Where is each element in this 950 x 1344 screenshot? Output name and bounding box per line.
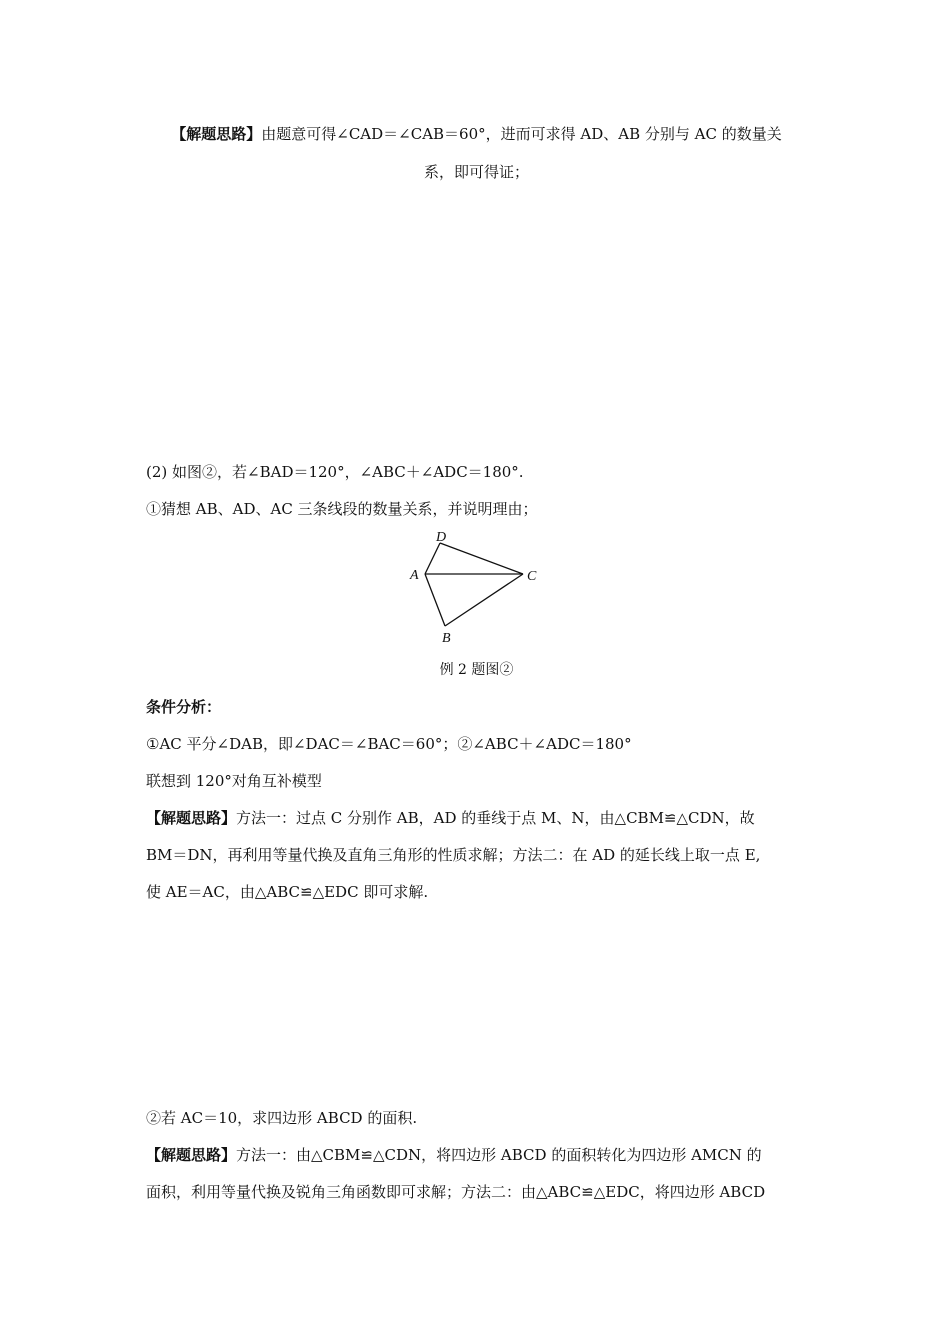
part2-question: (2) 如图②，若∠BAD＝120°，∠ABC＋∠ADC＝180°. xyxy=(146,463,524,481)
segment-bc xyxy=(445,574,523,626)
quadrilateral-figure xyxy=(400,526,550,646)
hint3-line-1: 方法一：由△CBM≌△CDN，将四边形 ABCD 的面积转化为四边形 AMCN 的 xyxy=(236,1146,762,1164)
hint-text-line-1: 由题意可得∠CAD＝∠CAB＝60°，进而可求得 AD、AB 分别与 AC 的数量关 xyxy=(261,125,782,143)
label-a: A xyxy=(410,568,419,583)
hint-label: 【解题思路】 xyxy=(171,125,262,143)
segment-dc xyxy=(440,543,523,574)
segment-ad xyxy=(425,543,440,574)
hint2-line-2: BM＝DN，再利用等量代换及直角三角形的性质求解；方法二：在 AD 的延长线上取一点 E, xyxy=(146,846,761,864)
hint-label: 【解题思路】 xyxy=(146,1146,237,1164)
hint-text-line-2: 系，即可得证； xyxy=(423,163,529,181)
label-d: D xyxy=(436,530,447,545)
hint2-line-1: 方法一：过点 C 分别作 AB，AD 的垂线于点 M、N，由△CBM≌△CDN，故 xyxy=(236,809,755,827)
subquestion-2: ②若 AC＝10，求四边形 ABCD 的面积. xyxy=(146,1109,418,1127)
hint-label: 【解题思路】 xyxy=(146,809,237,827)
figure-caption: 例 2 题图② xyxy=(439,662,514,678)
segment-ab xyxy=(425,574,445,626)
part2-subquestion-1: ①猜想 AB、AD、AC 三条线段的数量关系，并说明理由； xyxy=(146,500,538,518)
label-b: B xyxy=(442,631,451,646)
analysis-line-1: ①AC 平分∠DAB，即∠DAC＝∠BAC＝60°；②∠ABC＋∠ADC＝180° xyxy=(146,735,632,753)
analysis-title: 条件分析： xyxy=(146,698,222,716)
hint3-line-2: 面积，利用等量代换及锐角三角函数即可求解；方法二：由△ABC≌△EDC，将四边形 ABCD xyxy=(146,1183,766,1201)
label-c: C xyxy=(527,569,537,584)
hint2-line-3: 使 AE＝AC，由△ABC≌△EDC 即可求解. xyxy=(146,883,429,901)
analysis-line-2: 联想到 120°对角互补模型 xyxy=(146,772,322,790)
